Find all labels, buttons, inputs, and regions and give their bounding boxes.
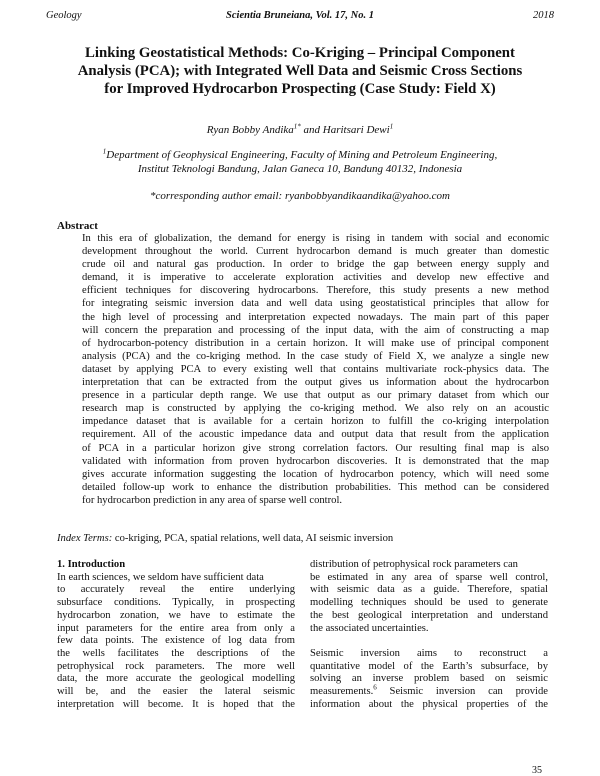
abstract-line: impedance dataset that is available for a certain horizon to fulfill the co-kriging interpolation <box>82 416 549 428</box>
body-text: measurements. <box>310 686 374 698</box>
body-line: with seismic data as a guide. Therefore, spatial <box>310 584 548 596</box>
abstract-line: validated with information from proven hydrocarbon discoveries. It is demonstrated that the map <box>82 455 549 467</box>
body-text: Seismic inversion can provide <box>376 686 548 698</box>
abstract-line: gives accurate information suggesting the location of hydrocarbon potency, which will need some <box>82 468 549 480</box>
body-line: In earth sciences, we seldom have sufficient data <box>57 571 264 583</box>
body-line: Seismic inversion aims to reconstruct a <box>310 647 548 659</box>
abstract-line: for integrating seismic inversion data and well data using geostatistical principles that allow for <box>82 298 549 310</box>
body-line: hydrocarbon zonation, we have to estimate the <box>57 609 295 621</box>
body-line: distribution of petrophysical rock parameters can <box>310 559 518 570</box>
body-line: subsurface conditions. Typically, in prospecting <box>57 597 295 609</box>
abstract-line: development throughout the world. Current hydrocarbon demand is much greater than domestic <box>82 246 549 258</box>
abstract-line: dataset by applying PCA to every existing well that contains multivariate rock-physics data. The <box>82 363 549 375</box>
index-terms-text: co-kriging, PCA, spatial relations, well data, AI seismic inversion <box>112 533 394 544</box>
corresponding-email: *corresponding author email: ryanbobbyandikaandika@yahoo.com <box>150 190 450 202</box>
abstract-line: will concern the preparation and processing of the input data, with the aim of constructing a map <box>82 324 549 336</box>
paper-title <box>40 44 560 98</box>
abstract-line: presence in a particular depth range. We use that output as our primary dataset from which our <box>82 390 549 402</box>
body-line: petrophysical rock parameters. The more well <box>57 660 295 672</box>
index-terms <box>57 533 393 544</box>
affiliation-line-1: Department of Geophysical Engineering, Faculty of Mining and Petroleum Engineering, <box>106 149 498 161</box>
body-line: quantitative model of the Earth’s subsurface, by <box>310 660 548 672</box>
header-year: 2018 <box>533 10 554 21</box>
body-line: information about the physical properties of the <box>310 698 548 710</box>
affiliation-line-2: Institut Teknologi Bandung, Jalan Ganeca 10, Bandung 40132, Indonesia <box>137 163 463 175</box>
body-line: be estimated in any area of sparse well control, <box>310 571 548 583</box>
body-line: will be, and the easier the lateral seismic <box>57 686 295 698</box>
body-line: interpretation will become. It is hoped that the <box>57 698 295 710</box>
abstract-line: of PCA in a particular horizon give strong correlation factors. Our resulting final map is also <box>82 442 549 454</box>
body-line: modelling techniques should be used to generate <box>310 597 548 609</box>
page-number: 35 <box>532 765 542 776</box>
abstract-line: research map is constructed by applying the co-kriging method. We also rely on an acoustic <box>82 403 549 415</box>
author-2: Haritsari Dewi <box>322 124 390 136</box>
index-terms-label: Index Terms: <box>57 533 113 544</box>
body-line: to accurately reveal the entire underlying <box>57 584 295 596</box>
abstract-line: detailed follow-up work to enhance the distribution probabilities. This method can be considered <box>82 481 549 493</box>
body-line: data, the more accurate the geological modelling <box>57 673 295 685</box>
abstract-line: In this era of globalization, the demand for energy is rising in tandem with social and economic <box>82 233 549 244</box>
author-list <box>0 124 600 136</box>
affiliation-sup: 1 <box>102 147 107 156</box>
title-line: Linking Geostatistical Methods: Co-Kriging – Principal Component <box>85 45 515 61</box>
abstract-line: for hydrocarbon prediction in any area of sparse well control. <box>82 494 343 506</box>
abstract-line: efficient techniques for discovering hydrocarbons. Therefore, this study presents a new method <box>82 285 549 297</box>
paragraph-gap <box>310 635 548 648</box>
body-line: the associated uncertainties. <box>310 622 429 634</box>
body-line-with-citation <box>310 683 548 699</box>
right-column <box>310 559 548 711</box>
abstract-line: the high level of processing and interpretation expected nowadays. The main part of this paper <box>82 311 549 323</box>
title-line: for Improved Hydrocarbon Prospecting (Case Study: Field X) <box>104 81 496 97</box>
abstract-line: interpretation that can be extracted from the output gives us information about the hydrocarbon <box>82 377 549 389</box>
affiliation <box>0 148 600 176</box>
abstract-line: analysis (PCA) and the co-kriging method. In the case study of Field X, we analyze a single new <box>82 350 549 362</box>
body-line: solving an inverse problem based on seismic <box>310 673 548 685</box>
header-journal: Scientia Bruneiana, Vol. 17, No. 1 <box>226 10 374 21</box>
body-line: input parameters for the entire area from only a <box>57 622 295 634</box>
author-2-sup: 1 <box>389 122 394 131</box>
running-header <box>46 10 554 26</box>
body-line: few data points. The existence of log data from <box>57 635 295 647</box>
abstract-line: requirement. All of the acoustic impedance data and output data that result from the application <box>82 429 549 441</box>
abstract-line: crude oil and natural gas production. In order to bridge the gap between energy supply and <box>82 259 549 271</box>
author-1-sup: 1* <box>293 122 301 131</box>
title-line: Analysis (PCA); with Integrated Well Data and Seismic Cross Sections <box>77 63 523 79</box>
abstract-heading: Abstract <box>57 220 98 232</box>
abstract-line: demand, it is imperative to accelerate exploration activities and develop new effective and <box>82 272 549 284</box>
left-column <box>57 559 295 711</box>
author-connector: and <box>300 124 323 136</box>
author-1: Ryan Bobby Andika <box>206 124 294 136</box>
body-line: the best geological interpretation and understand <box>310 609 548 621</box>
abstract-line: of hydrocarbon-potency distribution in a certain horizon. It will make use of principal component <box>82 337 549 349</box>
section-heading-introduction: 1. Introduction <box>57 559 126 570</box>
body-line: the wells facilitates the descriptions of the <box>57 647 295 659</box>
citation-sup: 6 <box>373 683 377 692</box>
abstract-body <box>82 232 549 507</box>
header-section: Geology <box>46 10 82 21</box>
